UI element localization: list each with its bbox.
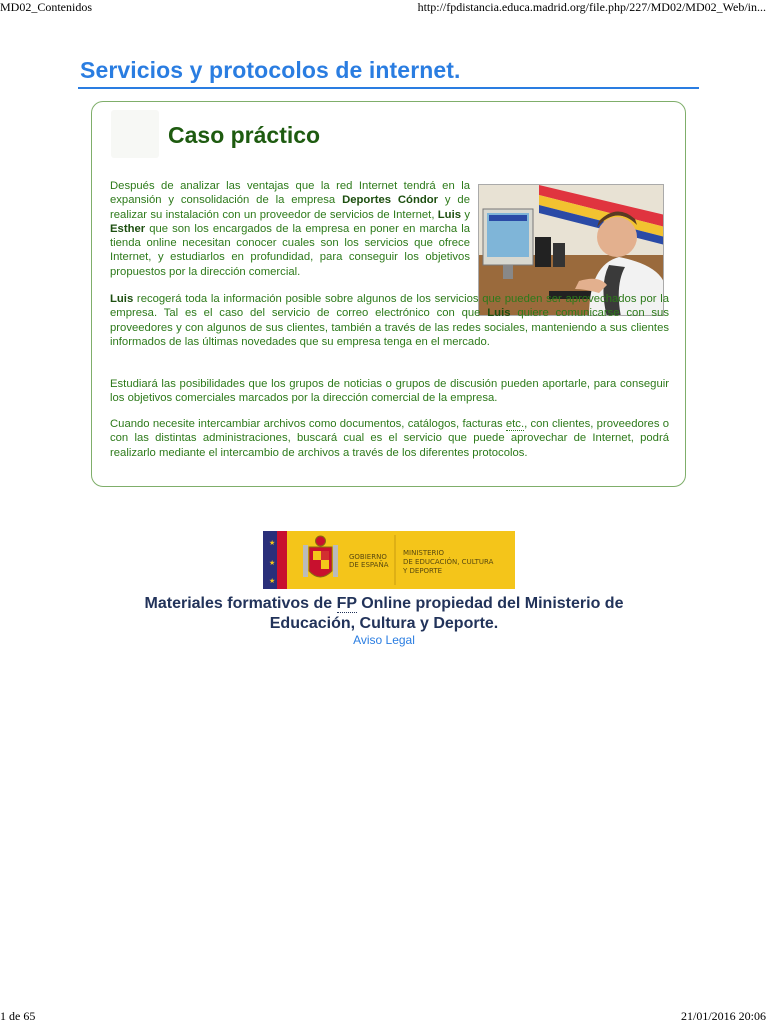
print-footer-page: 1 de 65 xyxy=(0,1009,36,1023)
etc-abbreviation: etc. xyxy=(505,418,525,430)
svg-text:★: ★ xyxy=(269,559,276,567)
case-paragraph-3: Estudiará las posibilidades que los grupos de noticias o grupos de discusión pueden aportarle, para conseguir los objetivos comerciales marcados por la dirección comercial de la empresa. xyxy=(110,378,669,405)
legal-notice-link[interactable]: Aviso Legal xyxy=(353,633,415,647)
print-footer-datetime: 21/01/2016 20:06 xyxy=(680,1009,766,1023)
ministry-logo xyxy=(263,531,515,589)
case-study-box xyxy=(91,101,686,487)
logo-min-line-3: Y DEPORTE xyxy=(403,567,443,575)
logo-min-line-2: DE EDUCACIÓN, CULTURA xyxy=(403,558,494,566)
logo-gov-line-2: DE ESPAÑA xyxy=(349,561,389,569)
case-paragraph-1: Después de analizar las ventajas que la red Internet tendrá en la expansión y consolidación de la empresa Deportes Cóndor y de realizar su instalación con un proveedor de servicios de Internet, Luis y Esther que son los encargados de la empresa en poner en marcha la tienda online necesitan conocer cuales son los servicios que ofrece Internet, y estudiarlos en profundidad, para conseguir los objetivos propuestos por la dirección comercial. xyxy=(110,180,470,278)
fp-abbreviation: FP xyxy=(336,595,357,612)
case-study-icon xyxy=(111,110,159,158)
svg-text:★: ★ xyxy=(269,577,276,585)
logo-gov-line-1: GOBIERNO xyxy=(349,553,387,561)
logo-min-line-1: MINISTERIO xyxy=(403,549,444,557)
page-title: Servicios y protocolos de internet. xyxy=(80,57,461,83)
title-divider xyxy=(78,87,699,89)
case-paragraph-2: Luis recogerá toda la información posible sobre algunos de los servicios que pueden ser aprovechados por la empresa. Tal es el caso del servicio de correo electrónico con que Luis quiere comunicarse con sus proveedores y con algunos de sus clientes, también a través de las redes sociales, manteniendo a sus clientes informados de las últimas novedades que su empresa tenga en el mercado. xyxy=(110,293,669,348)
case-study-heading: Caso práctico xyxy=(168,122,321,148)
svg-text:★: ★ xyxy=(269,539,276,547)
print-header-title: MD02_Contenidos xyxy=(0,0,93,14)
print-header-url: http://fpdistancia.educa.madrid.org/file.php/227/MD02/MD02_Web/in... xyxy=(417,0,766,14)
case-paragraph-4: Cuando necesite intercambiar archivos como documentos, catálogos, facturas etc., con clientes, proveedores o con las distintas administraciones, buscará cual es el servicio que puede aprovechar de Internet, podrá realizarlo mediante el intercambio de archivos a través de los diferentes protocolos. xyxy=(110,418,670,459)
materials-credit: Materiales formativos de FP Online propiedad del Ministerio de Educación, Cultura y Deporte. xyxy=(144,595,624,632)
